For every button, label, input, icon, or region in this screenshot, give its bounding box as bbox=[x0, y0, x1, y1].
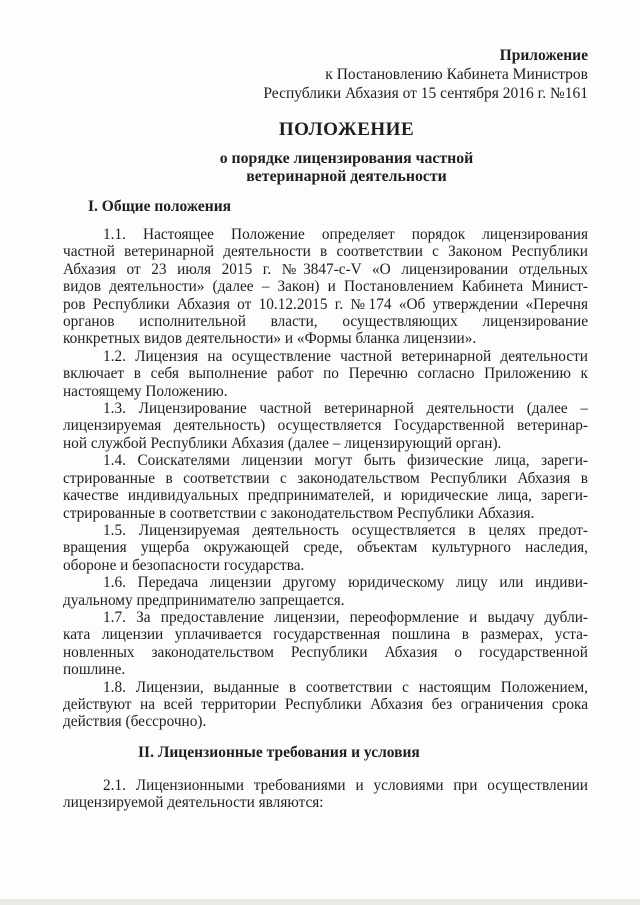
section-body bbox=[63, 777, 588, 812]
document-title: ПОЛОЖЕНИЕ bbox=[278, 119, 415, 140]
document-body bbox=[63, 198, 588, 812]
text-line: настоящему Положению. bbox=[63, 382, 228, 400]
text-line: видов деятельности» (далее – Закон) и Постановлением Кабинета Минист- bbox=[63, 278, 588, 296]
text-line: действуют на всей территории Республики Абхазия без ограничения срока bbox=[63, 695, 588, 713]
text-line: пошлине. bbox=[63, 661, 126, 679]
section-body bbox=[63, 226, 588, 731]
header-appendix-label: Приложение bbox=[499, 47, 588, 64]
text-line: органов исполнительной власти, осуществляющих лицензирование bbox=[63, 313, 588, 331]
subtitle-line: ветеринарной деятельности bbox=[246, 168, 447, 185]
text-line: включает в себя выполнение работ по Перечню согласно Приложению к bbox=[63, 365, 588, 383]
text-line: частной ветеринарной деятельности в соответствии с Законом Республики bbox=[63, 243, 588, 261]
section-heading: I. Общие положения bbox=[88, 198, 232, 215]
paragraph bbox=[63, 522, 588, 574]
text-line: дуальному предпринимателю запрещается. bbox=[63, 591, 345, 609]
text-line: Абхазия от 23 июля 2015 г. №3847-с-V «О лицензировании отдельных bbox=[63, 260, 588, 278]
text-line: ров Республики Абхазия от 10.12.2015 г. №174 «Об утверждении «Перечня bbox=[63, 295, 588, 313]
text-line: 1.2. Лицензия на осуществление частной ветеринарной деятельности bbox=[103, 347, 588, 365]
text-line: 1.7. За предоставление лицензии, переоформление и выдачу дубли- bbox=[103, 608, 588, 626]
subtitle-line: о порядке лицензирования частной bbox=[219, 150, 474, 167]
text-line: лицензируемая деятельность) осуществляется Государственной ветеринар- bbox=[63, 417, 588, 435]
paragraph bbox=[63, 348, 588, 400]
section-heading: II. Лицензионные требования и условия bbox=[138, 743, 420, 761]
paragraph bbox=[63, 574, 588, 609]
text-line: 2.1. Лицензионными требованиями и условиями при осуществлении bbox=[103, 776, 588, 794]
paragraph bbox=[63, 400, 588, 452]
paragraph bbox=[63, 452, 588, 522]
scan-edge-artifact bbox=[0, 899, 640, 905]
text-line: новленных законодательством Республики Абхазия о государственной bbox=[63, 643, 588, 661]
section bbox=[63, 744, 588, 812]
text-line: 1.4. Соискателями лицензии могут быть физические лица, зареги- bbox=[103, 452, 588, 470]
header-resolution-date-number: Республики Абхазия от 15 сентября 2016 г. №161 bbox=[263, 85, 588, 102]
text-line: качестве индивидуальных предпринимателей, и юридические лица, зареги- bbox=[63, 487, 588, 505]
text-line: конкретных видов деятельности» и «Формы бланка лицензии». bbox=[63, 330, 477, 348]
text-line: вращения ущерба окружающей среде, объектам культурного наследия, bbox=[63, 539, 588, 557]
header-resolution-line: к Постановлению Кабинета Министров bbox=[325, 66, 588, 83]
text-line: 1.5. Лицензируемая деятельность осуществляется в целях предот- bbox=[103, 521, 588, 539]
text-line: стрированные в соответствии с законодательством Республики Абхазия в bbox=[63, 469, 588, 487]
text-line: ной службой Республики Абхазия (далее – лицензирующий орган). bbox=[63, 434, 502, 452]
document-subtitle bbox=[84, 150, 609, 186]
paragraph bbox=[63, 777, 588, 812]
section bbox=[63, 198, 588, 731]
text-line: ката лицензии уплачивается государственная пошлина в размерах, уста- bbox=[63, 626, 588, 644]
paragraph bbox=[63, 679, 588, 731]
text-line: 1.8. Лицензии, выданные в соответствии с настоящим Положением, bbox=[103, 678, 588, 696]
document-header bbox=[63, 46, 588, 103]
text-line: 1.1. Настоящее Положение определяет порядок лицензирования bbox=[103, 226, 588, 243]
text-line: 1.3. Лицензирование частной ветеринарной деятельности (далее – bbox=[103, 400, 588, 418]
text-line: стрированные в соответствии с законодательством Республики Абхазия. bbox=[63, 504, 535, 522]
text-line: обороне и безопасности государства. bbox=[63, 556, 305, 574]
text-line: 1.6. Передача лицензии другому юридическому лицу или индиви- bbox=[103, 574, 588, 592]
paragraph bbox=[63, 226, 588, 348]
text-line: действия (бессрочно). bbox=[63, 713, 207, 731]
paragraph bbox=[63, 609, 588, 679]
text-line: лицензируемой деятельности являются: bbox=[63, 794, 324, 812]
